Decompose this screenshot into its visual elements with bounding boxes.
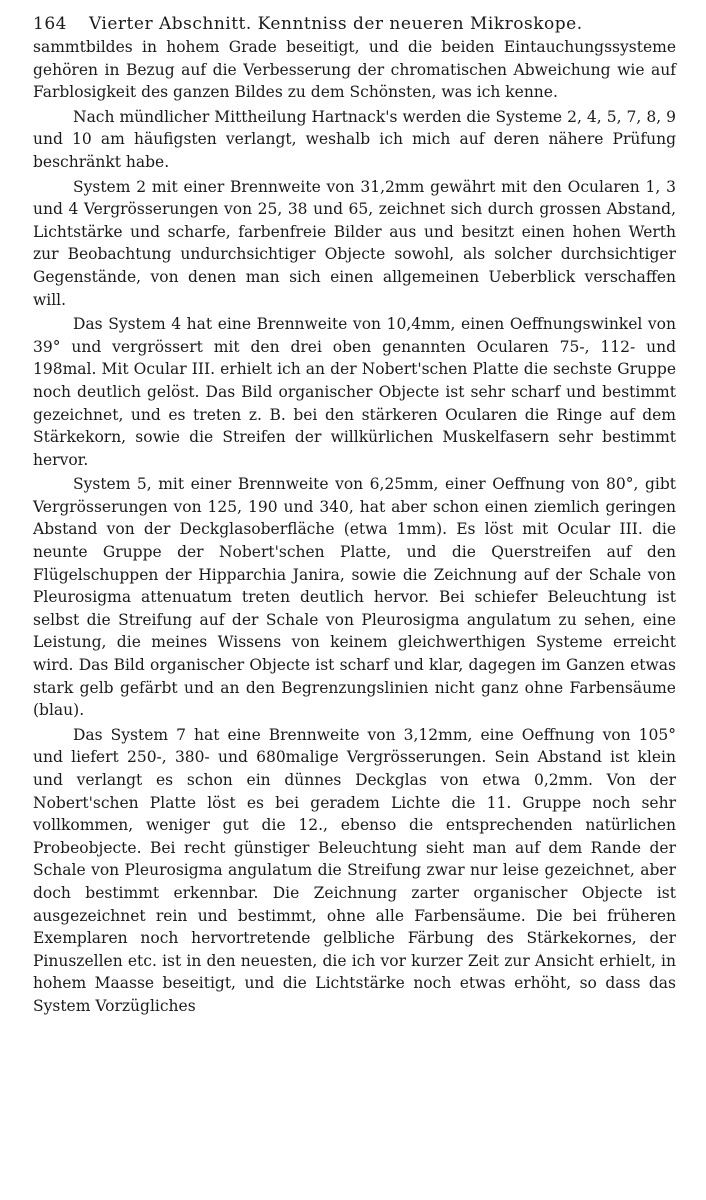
paragraph-continuation: sammtbildes in hohem Grade beseitigt, und die beiden Eintauchungssysteme gehören in Bezug auf die Verbesserung der chromatischen Abweichung wie auf Farblosigkeit des ganzen Bildes zu dem Schönsten, was ich kenne. [33,38,676,102]
page-number: 164 [33,14,67,34]
paragraph-system-5: System 5, mit einer Brennweite von 6,25mm, einer Oeffnung von 80°, gibt Vergrösserungen von 125, 190 und 340, hat aber schon einen ziemlich geringen Abstand von der Deckglasoberfläche (etwa 1mm). Es löst mit Ocular III. die neunte Gruppe der Nobert'schen Platte, und die Querstreifen auf den Flügelschuppen der Hipparchia Janira, sowie die Zeichnung auf der Schale von Pleurosigma attenuatum treten deutlich hervor. Bei schiefer Beleuchtung ist selbst die Streifung auf der Schale von Pleurosigma angulatum zu sehen, eine Leistung, die meines Wissens von keinem gleichwerthigen Systeme erreicht wird. Das Bild organischer Objecte ist scharf und klar, dagegen im Ganzen etwas stark gelb gefärbt und an den Begrenzungslinien nicht ganz ohne Farbensäume (blau). [33,475,676,720]
running-head: Vierter Abschnitt. Kenntniss der neueren Mikroskope. [88,14,583,34]
paragraph-hartnack-systems: Nach mündlicher Mittheilung Hartnack's werden die Systeme 2, 4, 5, 7, 8, 9 und 10 am häufigsten verlangt, weshalb ich mich auf deren nähere Prüfung beschränkt habe. [33,107,676,171]
paragraph-system-4: Das System 4 hat eine Brennweite von 10,4mm, einen Oeffnungswinkel von 39° und vergrössert mit den drei oben genannten Ocularen 75-, 112- und 198mal. Mit Ocular III. erhielt ich an der Nobert'schen Platte die sechste Gruppe noch deutlich gelöst. Das Bild organischer Objecte ist sehr scharf und bestimmt gezeichnet, und es treten z. B. bei den stärkeren Ocularen die Ringe auf dem Stärkekorn, sowie die Streifen der willkürlichen Muskelfasern sehr bestimmt hervor. [33,315,676,469]
page-header [33,12,676,36]
paragraph-system-2: System 2 mit einer Brennweite von 31,2mm gewährt mit den Ocularen 1, 3 und 4 Vergrösserungen von 25, 38 und 65, zeichnet sich durch grossen Abstand, Lichtstärke und scharfe, farbenfreie Bilder aus und besitzt einen hohen Werth zur Beobachtung undurchsichtiger Objecte sowohl, als solcher durchsichtiger Gegenstände, von denen man sich einen allgemeinen Ueberblick verschaffen will. [33,177,676,309]
paragraph-system-7: Das System 7 hat eine Brennweite von 3,12mm, eine Oeffnung von 105° und liefert 250-, 380- und 680malige Vergrösserungen. Sein Abstand ist klein und verlangt es schon ein dünnes Deckglas von etwa 0,2mm. Von der Nobert'schen Platte löst es bei geradem Lichte die 11. Gruppe noch sehr vollkommen, weniger gut die 12., ebenso die entsprechenden natürlichen Probeobjecte. Bei recht günstiger Beleuchtung sieht man auf dem Rande der Schale von Pleurosigma angulatum die Streifung zwar nur leise gezeichnet, aber doch bestimmt erkennbar. Die Zeichnung zarter organischer Objecte ist ausgezeichnet rein und bestimmt, ohne alle Farbensäume. Die bei früheren Exemplaren noch hervortretende gelbliche Färbung des Stärkekornes, der Pinuszellen etc. ist in den neuesten, die ich vor kurzer Zeit zur Ansicht erhielt, in hohem Maasse beseitigt, und die Lichtstärke noch etwas erhöht, so dass das System Vorzügliches [33,725,676,1015]
